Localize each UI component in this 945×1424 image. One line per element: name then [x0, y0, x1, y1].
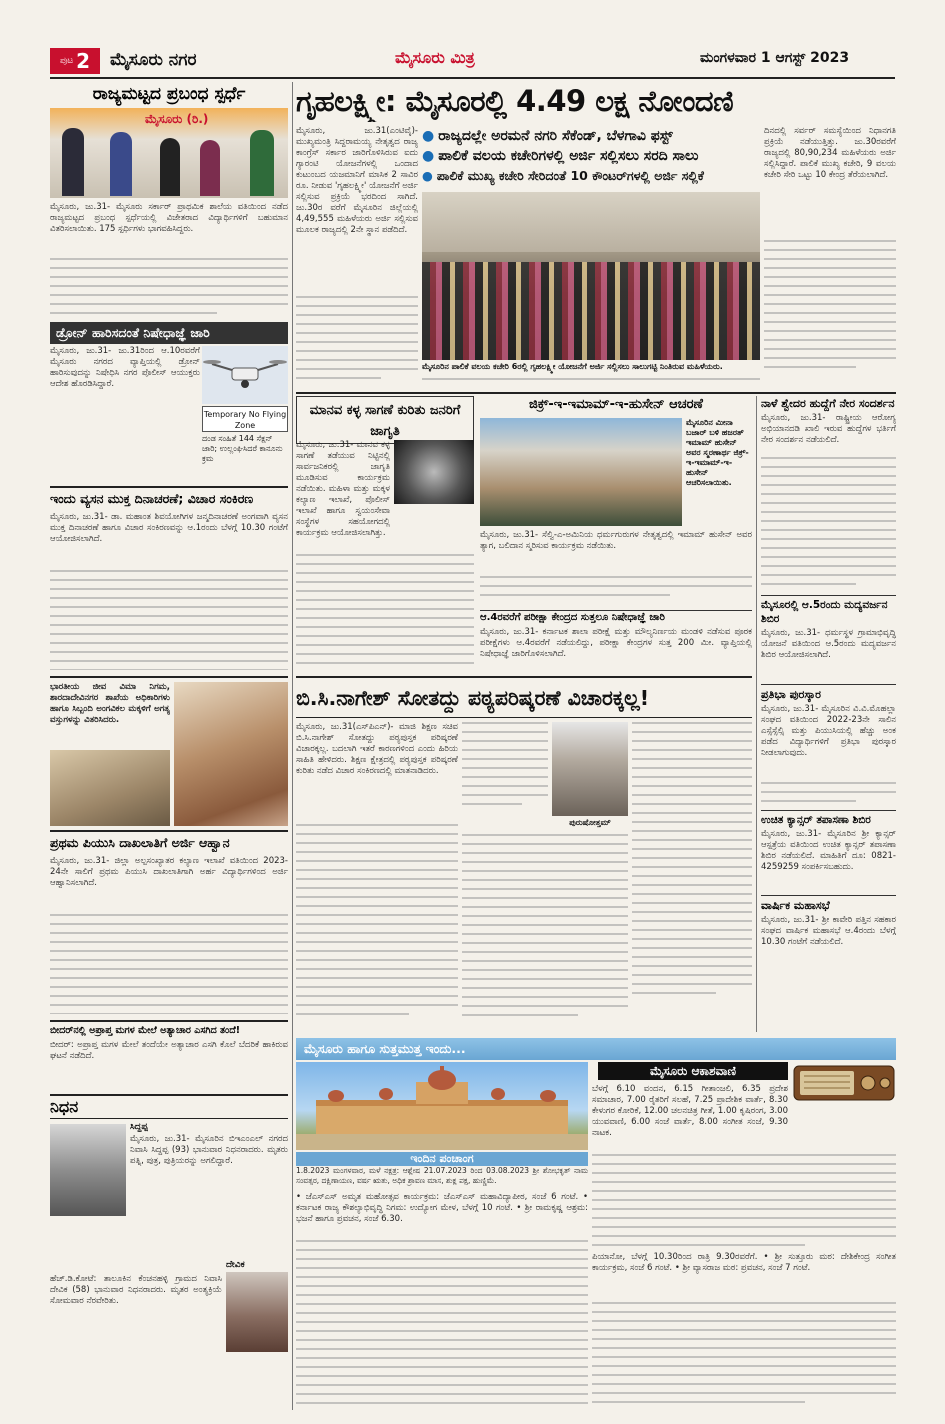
radio-title-bar [598, 1062, 788, 1080]
radio-section [592, 1062, 896, 1410]
essay-title: ರಾಜ್ಯಮಟ್ಟದ ಪ್ರಬಂಧ ಸ್ಪರ್ಧೆ [92, 84, 246, 104]
nagesh-body-col2 [462, 834, 628, 1032]
essay-story [50, 82, 288, 320]
essay-banner-text: ಮೈಸೂರು (ರಿ.) [145, 112, 209, 126]
donation-photo-1 [50, 750, 170, 826]
bullet-icon: ● [422, 148, 435, 164]
lead-body-continued [296, 296, 418, 388]
obituary-title: ನಿಧನ [50, 1094, 288, 1119]
right-column [756, 396, 896, 1032]
donation-story [50, 676, 288, 826]
today-band [296, 1038, 896, 1060]
events-list [296, 1240, 588, 1410]
panchanga-title-bar [296, 1152, 588, 1166]
trafficking-body-continued [296, 554, 474, 670]
palace-illustration [296, 1062, 588, 1150]
radio-body: ಬೆಳಗ್ಗೆ 6.10 ವಂದನ, 6.15 ಗೀತಾಂಜಲಿ, 6.35 ಪ್ರದೇಶ ಸಮಾಚಾರ, 7.00 ರೈತರಿಗೆ ಸಲಹೆ, 7.25 ಪ್ರಾದೇಶಿಕ ವಾರ್ತೆ, 8.30 ಕೇಳುಗರ ಕೋರಿಕೆ, 12.00 ಚಲನಚಿತ್ರ ಗೀತೆ, 1.00 ಕೃಷಿರಂಗ, 3.00 ಯುವವಾಣಿ, 6.00 ಸಂಜೆ ವಾರ್ತೆ, 8.00 ಸಂಗೀತ ಸಂಜೆ, 9.30 ನಾಟಕ. [592, 1084, 788, 1138]
addiction-body: ಮೈಸೂರು, ಜು.31- ಡಾ. ಮಹಾಂತ ಶಿವಯೋಗಿಗಳ ಜನ್ಮದಿನಾಚರಣೆ ಅಂಗವಾಗಿ ವ್ಯಸನ ಮುಕ್ತ ದಿನಾಚರಣೆ ಹಾಗೂ ವಿಚಾರ ಸಂಕಿರಣವನ್ನು ಆ.1ರಂದು ಬೆಳಗ್ಗೆ 10.30 ಗಂಟೆಗೆ ಆಯೋಜಿಸಲಾಗಿದೆ. [50, 512, 288, 544]
building-wall [422, 192, 760, 252]
trafficking-photo [394, 440, 474, 504]
exam-story [480, 610, 752, 672]
radio-set-icon [792, 1062, 896, 1102]
page-label: ಪುಟ [59, 56, 74, 66]
drone-title-bar [50, 322, 288, 344]
issue-date: ಮಂಗಳವಾರ 1 ಆಗಸ್ಟ್ 2023 [700, 50, 850, 66]
addiction-title: ಇಂದು ವ್ಯಸನ ಮುಕ್ತ ದಿನಾಚರಣೆ; ವಿಚಾರ ಸಂಕಿರಣ [50, 486, 288, 508]
nagesh-body-col3 [632, 722, 752, 1032]
radio-icon [792, 1062, 896, 1102]
lead-right-col: ದಿನದಲ್ಲಿ ಸರ್ವರ್ ಸಮಸ್ಯೆಯಿಂದ ನಿಧಾನಗತಿ ಪ್ರಕ್ರಿಯೆ ನಡೆಯುತ್ತಿತ್ತು. ಜು.30ರವರೆಗೆ ರಾಜ್ಯದಲ್ಲಿ 80,90,234 ಮಹಿಳೆಯರು ಅರ್ಜಿ ಸಲ್ಲಿಸಿದ್ದಾರೆ. ಪಾಲಿಕೆ ಮುಖ್ಯ ಕಚೇರಿ, 9 ವಲಯ ಕಚೇರಿ ಸೇರಿ ಒಟ್ಟು 10 ಕೇಂದ್ರ ತೆರೆಯಲಾಗಿದೆ. [764, 126, 896, 180]
lead-photo-under-text [422, 378, 760, 390]
visit-body-continued [761, 457, 896, 595]
exam-body: ಮೈಸೂರು, ಜು.31- ಕರ್ನಾಟಕ ಶಾಲಾ ಪರೀಕ್ಷೆ ಮತ್ತು ಮೌಲ್ಯನಿರ್ಣಯ ಮಂಡಳಿ ನಡೆಸುವ ಪೂರಕ ಪರೀಕ್ಷೆಗಳು ಆ.4ರವರೆಗೆ ನಡೆಯಲಿದ್ದು, ಪರೀಕ್ಷಾ ಕೇಂದ್ರಗಳ ಸುತ್ತ 200 ಮೀ. ವ್ಯಾಪ್ತಿಯಲ್ಲಿ ನಿಷೇಧಾಜ್ಞೆ ಜಾರಿಗೊಳಿಸಲಾಗಿದೆ. [480, 627, 752, 659]
visit-body: ಮೈಸೂರು, ಜು.31- ರಾಷ್ಟ್ರೀಯ ಆರೋಗ್ಯ ಅಭಿಯಾನದಡಿ ಖಾಲಿ ಇರುವ ಹುದ್ದೆಗಳ ಭರ್ತಿಗೆ ನೇರ ಸಂದರ್ಶನ ನಡೆಯಲಿದೆ. [761, 413, 896, 445]
lead-headline: ಗೃಹಲಕ್ಷ್ಮೀ: ಮೈಸೂರಲ್ಲಿ 4.49 ಲಕ್ಷ ನೋಂದಣಿ [296, 84, 734, 118]
award-body-continued [761, 782, 896, 810]
nagesh-body-col1 [296, 824, 458, 1032]
lead-body: ಮೈಸೂರು, ಜು.31(ಎಂಟಿವೈ)- ಮುಖ್ಯಮಂತ್ರಿ ಸಿದ್ದರಾಮಯ್ಯ ನೇತೃತ್ವದ ರಾಜ್ಯ ಕಾಂಗ್ರೆಸ್ ಸರ್ಕಾರ ಜಾರಿಗೊಳಿಸಿರುವ ಐದು ಗ್ಯಾರಂಟಿ ಯೋಜನೆಗಳಲ್ಲಿ ಒಂದಾದ ಕುಟುಂಬದ ಯಜಮಾನಿಗೆ ಮಾಸಿಕ 2 ಸಾವಿರ ರೂ. ನೀಡುವ 'ಗೃಹಲಕ್ಷ್ಮೀ' ಯೋಜನೆಗೆ ಅರ್ಜಿ ಸಲ್ಲಿಸುವ ಪ್ರಕ್ರಿಯೆ ಭರದಿಂದ ಸಾಗಿದೆ. ಜು.30ರ ವರೆಗೆ ಮೈಸೂರಿನ ಜಿಲ್ಲೆಯಲ್ಲಿ 4,49,555 ಮಹಿಳೆಯರು ಅರ್ಜಿ ಸಲ್ಲಿಸುವ ಮೂಲಕ ರಾಜ್ಯದಲ್ಲಿ 2ನೇ ಸ್ಥಾನ ಪಡೆದಿದೆ. [296, 126, 418, 235]
addiction-body-continued [50, 570, 288, 670]
drone-photo [202, 346, 288, 404]
person-figure [200, 140, 220, 196]
obituary-body-2: ಹೆಚ್.ಡಿ.ಕೋಟೆ: ತಾಲೂಕಿನ ಕೆಂಚನಹಳ್ಳಿ ಗ್ರಾಮದ ನಿವಾಸಿ ದೇವಿಕ (58) ಭಾನುವಾರ ನಿಧನರಾದರು. ಮೃತರ ಅಂತ್ಯಕ್ರಿಯೆ ಸೋಮವಾರ ನೆರವೇರಿತು. [50, 1274, 222, 1306]
puc-title: ಪ್ರಥಮ ಪಿಯುಸಿ ದಾಖಲಾತಿಗೆ ಅರ್ಜಿ ಆಹ್ವಾನ [50, 830, 288, 852]
trafficking-body: ಮೈಸೂರು, ಜು.31- ಮಾನವ ಕಳ್ಳ ಸಾಗಣೆ ತಡೆಯುವ ನಿಟ್ಟಿನಲ್ಲಿ ಸಾರ್ವಜನಿಕರಲ್ಲಿ ಜಾಗೃತಿ ಮೂಡಿಸುವ ಕಾರ್ಯಕ್ರಮ ನಡೆಯಿತು. ಮಹಿಳಾ ಮತ್ತು ಮಕ್ಕಳ ಕಲ್ಯಾಣ ಇಲಾಖೆ, ಪೊಲೀಸ್ ಇಲಾಖೆ ಹಾಗೂ ಸ್ವಯಂಸೇವಾ ಸಂಸ್ಥೆಗಳ ಸಹಯೋಗದಲ್ಲಿ ಕಾರ್ಯಕ್ರಮ ಆಯೋಜಿಸಲಾಗಿತ್ತು. [296, 440, 390, 538]
obituary-photo-1 [50, 1124, 126, 1216]
radio-body-2: ಪಿಯಾನೋ, ಬೆಳಗ್ಗೆ 10.30ರಿಂದ ರಾತ್ರಿ 9.30ರವರೆಗೆ. • ಶ್ರೀ ಸುತ್ತೂರು ಮಠ: ದೇಶಿಕೇಂದ್ರ ಸಂಗೀತ ಕಾರ್ಯಕ್ರಮ, ಸಂಜೆ 6 ಗಂಟೆ. • ಶ್ರೀ ವ್ಯಾಸರಾಜ ಮಠ: ಪ್ರವಚನ, ಸಂಜೆ 7 ಗಂಟೆ. [592, 1252, 896, 1273]
drone-caption: ದಂಡ ಸಂಹಿತೆ 144 ಸೆಕ್ಷನ್ ಜಾರಿ; ಉಲ್ಲಂಘಿಸಿದರೆ ಕಾನೂನು ಕ್ರಮ [202, 434, 283, 463]
assault-story [50, 1020, 288, 1090]
addiction-story [50, 486, 288, 672]
queue-crowd [422, 262, 760, 360]
drone-story [50, 322, 288, 482]
award-title: ಪ್ರತಿಭಾ ಪುರಸ್ಕಾರ [761, 684, 896, 702]
today-band-title: ಮೈಸೂರು ಹಾಗೂ ಸುತ್ತಮುತ್ತ ಇಂದು... [304, 1041, 466, 1056]
obituary-name-2: ದೇವಿಕ [226, 1260, 245, 1270]
paper-name: ಮೈಸೂರು ಮಿತ್ರ [395, 48, 475, 67]
lead-photo-caption: ಮೈಸೂರಿನ ಪಾಲಿಕೆ ವಲಯ ಕಚೇರಿ 6ರಲ್ಲಿ ಗೃಹಲಕ್ಷ್ಮೀ ಯೋಜನೆಗೆ ಅರ್ಜಿ ಸಲ್ಲಿಸಲು ಸಾಲುಗಟ್ಟಿ ನಿಂತಿರುವ ಮಹಿಳೆಯರು. [422, 362, 723, 371]
lead-bullets [422, 126, 760, 190]
no-fly-sign [202, 406, 288, 432]
panchanga-title: ಇಂದಿನ ಪಂಚಾಂಗ [410, 1152, 474, 1165]
essay-body: ಮೈಸೂರು, ಜು.31- ಮೈಸೂರು ಸರ್ಕಾರ್ ಪ್ರಾಥಮಿಕ ಶಾಲೆಯ ವತಿಯಿಂದ ನಡೆದ ರಾಜ್ಯಮಟ್ಟದ ಪ್ರಬಂಧ ಸ್ಪರ್ಧೆಯಲ್ಲಿ ವಿಜೇತರಾದ ವಿದ್ಯಾರ್ಥಿಗಳಿಗೆ ಬಹುಮಾನ ವಿತರಿಸಲಾಯಿತು. 175 ಸ್ಪರ್ಧಿಗಳು ಭಾಗವಹಿಸಿದ್ದರು. [50, 202, 288, 234]
nagesh-body-col2-top [462, 722, 548, 814]
assault-body: ಬೀದರ್: ಅಪ್ರಾಪ್ತ ಮಗಳ ಮೇಲೆ ತಂದೆಯೇ ಅತ್ಯಾಚಾರ ಎಸಗಿ ಕೊಲೆ ಬೆದರಿಕೆ ಹಾಕಿರುವ ಘಟನೆ ನಡೆದಿದೆ. [50, 1040, 288, 1061]
drone-icon [202, 346, 288, 404]
award-body: ಮೈಸೂರು, ಜು.31- ಮೈಸೂರಿನ ವಿ.ವಿ.ಮೊಹಲ್ಲಾ ಸಂಘದ ವತಿಯಿಂದ 2022-23ನೇ ಸಾಲಿನ ಎಸ್ಸೆಸ್ಸೆಲ್ಸಿ ಮತ್ತು ಪಿಯುಸಿಯಲ್ಲಿ ಹೆಚ್ಚು ಅಂಕ ಪಡೆದ ವಿದ್ಯಾರ್ಥಿಗಳಿಗೆ ಪ್ರತಿಭಾ ಪುರಸ್ಕಾರ ನೀಡಲಾಗುವುದು. [761, 704, 896, 758]
masthead [0, 0, 945, 80]
bullet-icon: ● [422, 168, 433, 183]
radio-title: ಮೈಸೂರು ಆಕಾಶವಾಣಿ [649, 1064, 737, 1078]
visit-title: ನಾಳೆ ಶ್ವೇದರ ಹುದ್ದೆಗೆ ನೇರ ಸಂದರ್ಶನ [761, 397, 895, 410]
person-figure [160, 138, 180, 196]
puc-story [50, 830, 288, 1016]
deaddiction-title: ಮೈಸೂರಲ್ಲಿ ಆ.5ರಂದು ಮದ್ಯವರ್ಜನ ಶಿಬಿರ [761, 595, 896, 626]
cancer-body: ಮೈಸೂರು, ಜು.31- ಮೈಸೂರಿನ ಶ್ರೀ ಕ್ಯಾನ್ಸರ್ ಆಸ್ಪತ್ರೆಯ ವತಿಯಿಂದ ಉಚಿತ ಕ್ಯಾನ್ಸರ್ ತಪಾಸಣಾ ಶಿಬಿರ ನಡೆಯಲಿದೆ. ಮಾಹಿತಿಗೆ ದೂ: 0821-4259259 ಸಂಪರ್ಕಿಸಬಹುದು. [761, 829, 896, 872]
panchanga-body: 1.8.2023 ಮಂಗಳವಾರ, ಮಳೆ ನಕ್ಷತ್ರ: ಆಶ್ಲೇಷ 21.07.2023 ರಿಂದ 03.08.2023 ಶ್ರೀ ಶೋಭಕೃತ್ ನಾಮ ಸಂವತ್ಸರ, ದಕ್ಷಿಣಾಯಣ, ವರ್ಷ ಋತು, ಅಧಿಕ ಶ್ರಾವಣ ಮಾಸ, ಶುಕ್ಲ ಪಕ್ಷ, ಹುಣ್ಣಿಮೆ. [296, 1166, 588, 1185]
masthead-rule [50, 77, 895, 79]
radio-schedule [592, 1154, 896, 1250]
bullet-icon: ● [422, 128, 435, 144]
annual-meeting-body: ಮೈಸೂರು, ಜು.31- ಶ್ರೀ ಕಾವೇರಿ ಪತ್ತಿನ ಸಹಕಾರ ಸಂಘದ ವಾರ್ಷಿಕ ಮಹಾಸಭೆ ಆ.4ರಂದು ಬೆಳಗ್ಗೆ 10.30 ಗಂಟೆಗೆ ನಡೆಯಲಿದೆ. [761, 915, 896, 947]
radio-schedule-continued [592, 1302, 896, 1408]
person-figure [62, 128, 84, 196]
section-title: ಮೈಸೂರು ನಗರ [110, 50, 197, 70]
page-label-box [50, 48, 100, 74]
jikr-body: ಮೈಸೂರು, ಜು.31- ಸೆಲ್ವಿ-ಎ-ಅಮಿನಿಯ ಧರ್ಮಗುರುಗಳ ನೇತೃತ್ವದಲ್ಲಿ ಇಮಾಮ್ ಹುಸೇನ್ ಅವರ ತ್ಯಾಗ, ಬಲಿದಾನ ಸ್ಮರಿಸುವ ಕಾರ್ಯಕ್ರಮ ನಡೆಯಿತು. [480, 530, 752, 551]
lead-bottom-rule [296, 392, 896, 394]
no-fly-sign-text: Temporary No Flying Zone [203, 410, 287, 430]
column-rule [292, 82, 293, 1410]
person-figure [110, 132, 132, 196]
palace-image [296, 1062, 588, 1150]
lead-bullet: ● ಪಾಲಿಕೆ ಮುಖ್ಯ ಕಚೇರಿ ಸೇರಿದಂತೆ 10 ಕೌಂಟರ್‌ಗಳಲ್ಲಿ ಅರ್ಜಿ ಸಲ್ಲಿಕೆ [422, 168, 704, 183]
essay-photo [50, 108, 288, 198]
exam-title: ಆ.4ರವರೆಗೆ ಪರೀಕ್ಷಾ ಕೇಂದ್ರದ ಸುತ್ತಲೂ ನಿಷೇಧಾಜ್ಞೆ ಜಾರಿ [480, 610, 752, 625]
annual-meeting-title: ವಾರ್ಷಿಕ ಮಹಾಸಭೆ [761, 895, 896, 913]
obituary-body-1: ಮೈಸೂರು, ಜು.31- ಮೈಸೂರಿನ ಬಿಇಎಂಎಲ್ ನಗರದ ನಿವಾಸಿ ಸಿದ್ದಪ್ಪ (93) ಭಾನುವಾರ ನಿಧನರಾದರು. ಮೃತರು ಪತ್ನಿ, ಪುತ್ರ, ಪುತ್ರಿಯರನ್ನು ಅಗಲಿದ್ದಾರೆ. [130, 1134, 288, 1166]
jikr-title: ಜಿಕ್ರ್-ಇ-ಇಮಾಮ್-ಇ-ಹುಸೇನ್ ಆಚರಣೆ [529, 397, 703, 412]
trafficking-story [296, 396, 474, 672]
donation-photo-2 [174, 682, 288, 826]
jikr-story [480, 396, 752, 608]
page-number: 2 [76, 49, 91, 73]
nagesh-story [296, 722, 752, 1034]
jikr-photo [480, 418, 682, 526]
events-body: • ಜೆಎಸ್ಎಸ್ ಅಮೃತ ಮಹೋತ್ಸವ ಕಾರ್ಯಕ್ರಮ: ಜೆಎಸ್ಎಸ್ ಮಹಾವಿದ್ಯಾಪೀಠ, ಸಂಜೆ 6 ಗಂಟೆ. • ಕರ್ನಾಟಕ ರಾಜ್ಯ ಕೌಶಲ್ಯಾಭಿವೃದ್ಧಿ ನಿಗಮ: ಉದ್ಯೋಗ ಮೇಳ, ಬೆಳಗ್ಗೆ 10 ಗಂಟೆ. • ಶ್ರೀ ರಾಮಕೃಷ್ಣ ಆಶ್ರಮ: ಭಜನೆ ಹಾಗೂ ಪ್ರವಚನ, ಸಂಜೆ 6.30. [296, 1192, 588, 1224]
obituary-name-1: ಸಿದ್ದಪ್ಪ [130, 1122, 148, 1132]
trafficking-title-box [296, 396, 474, 444]
puc-body: ಮೈಸೂರು, ಜು.31- ಜಿಲ್ಲಾ ಅಲ್ಪಸಂಖ್ಯಾತರ ಕಲ್ಯಾಣ ಇಲಾಖೆ ವತಿಯಿಂದ 2023-24ನೇ ಸಾಲಿಗೆ ಪ್ರಥಮ ಪಿಯುಸಿ ದಾಖಲಾತಿಗಾಗಿ ಅರ್ಹ ವಿದ್ಯಾರ್ಥಿಗಳಿಂದ ಅರ್ಜಿ ಆಹ್ವಾನಿಸಲಾಗಿದೆ. [50, 856, 288, 888]
trafficking-title: ಮಾನವ ಕಳ್ಳ ಸಾಗಣೆ ಕುರಿತು ಜನರಿಗೆ ಜಾಗೃತಿ [309, 403, 461, 439]
jikr-caption: ಮೈಸೂರಿನ ಮೀನಾ ಬಜಾರ್ ಬಳಿ ಹಜರತ್ ಇಮಾಮ್ ಹುಸೇನ್ ಅವರ ಸ್ಮರಣಾರ್ಥ ಜಿಕ್ರ್-ಇ-ಇಮಾಮ್-ಇ-ಹುಸೇನ್ ಆಚರಿಸಲಾಯಿತು. [686, 418, 749, 487]
nagesh-headline: ಬಿ.ಸಿ.ನಾಗೇಶ್ ಸೋತದ್ದು ಪಠ್ಯಪರಿಷ್ಕರಣೆ ವಿಚಾರಕ್ಕಲ್ಲ! [296, 676, 752, 718]
nagesh-author-photo [552, 722, 628, 816]
cancer-title: ಉಚಿತ ಕ್ಯಾನ್ಸರ್ ತಪಾಸಣಾ ಶಿಬಿರ [761, 810, 896, 827]
deaddiction-body: ಮೈಸೂರು, ಜು.31- ಧರ್ಮಸ್ಥಳ ಗ್ರಾಮಾಭಿವೃದ್ಧಿ ಯೋಜನೆ ವತಿಯಿಂದ ಆ.5ರಂದು ಮದ್ಯವರ್ಜನ ಶಿಬಿರ ಆಯೋಜಿಸಲಾಗಿದೆ. [761, 628, 896, 660]
donation-intro: ಭಾರತೀಯ ಜೀವ ವಿಮಾ ನಿಗಮ, ಶಾರದಾದೇವಿನಗರ ಶಾಖೆಯ ಅಧಿಕಾರಿಗಳು ಹಾಗೂ ಸಿಬ್ಬಂದಿ ಅಂಗವಿಕಲ ಮಕ್ಕಳಿಗೆ ಅಗತ್ಯ ವಸ್ತುಗಳನ್ನು ವಿತರಿಸಿದರು. [50, 682, 170, 725]
drone-title: ಡ್ರೋನ್ ಹಾರಿಸದಂತೆ ನಿಷೇಧಾಜ್ಞೆ ಜಾರಿ [56, 325, 210, 340]
panchanga-box [296, 1152, 588, 1188]
nagesh-byline: ಪುರುಷೋತ್ತಮ್ [569, 818, 611, 827]
lead-bullet: ● ರಾಜ್ಯದಲ್ಲೇ ಅರಮನೆ ನಗರಿ ಸೆಕೆಂಡ್, ಬೆಳಗಾವಿ ಫಸ್ಟ್ [422, 128, 673, 144]
person-figure [250, 130, 274, 196]
jikr-body-continued [480, 576, 752, 606]
lead-right-col-continued [764, 240, 896, 390]
essay-body-continued [50, 258, 288, 318]
assault-title: ಬೀದರ್‌ನಲ್ಲಿ ಅಪ್ರಾಪ್ತ ಮಗಳ ಮೇಲೆ ಅತ್ಯಾಚಾರ ಎಸಗಿದ ತಂದೆ! [50, 1020, 288, 1038]
lead-photo [422, 192, 760, 360]
nagesh-body: ಮೈಸೂರು, ಜು.31(ಎಸ್‌ಪಿಎನ್)- ಮಾಜಿ ಶಿಕ್ಷಣ ಸಚಿವ ಬಿ.ಸಿ.ನಾಗೇಶ್ ಸೋತದ್ದು ಪಠ್ಯಪುಸ್ತಕ ಪರಿಷ್ಕರಣೆ ವಿಚಾರಕ್ಕಲ್ಲ. ಬದಲಾಗಿ ಇತರೆ ಕಾರಣಗಳಿಂದ ಎಂದು ಹಿರಿಯ ಸಾಹಿತಿ ಹೇಳಿದರು. ಶಿಕ್ಷಣ ಕ್ಷೇತ್ರದಲ್ಲಿ ಪಠ್ಯಪುಸ್ತಕ ಪರಿಷ್ಕರಣೆ ಕುರಿತು ನಡೆದ ವಿಚಾರ ಸಂಕಿರಣದಲ್ಲಿ ಮಾತನಾಡಿದರು. [296, 722, 458, 776]
drone-body: ಮೈಸೂರು, ಜು.31- ಜು.31ರಿಂದ ಆ.10ರವರೆಗೆ ಮೈಸೂರು ನಗರದ ವ್ಯಾಪ್ತಿಯಲ್ಲಿ ಡ್ರೋನ್ ಹಾರಿಸುವುದನ್ನು ನಿಷೇಧಿಸಿ ನಗರ ಪೊಲೀಸ್ ಆಯುಕ್ತರು ಆದೇಶ ಹೊರಡಿಸಿದ್ದಾರೆ. [50, 346, 200, 389]
lead-bullet: ● ಪಾಲಿಕೆ ವಲಯ ಕಚೇರಿಗಳಲ್ಲಿ ಅರ್ಜಿ ಸಲ್ಲಿಸಲು ಸರದಿ ಸಾಲು [422, 148, 699, 164]
puc-body-continued [50, 914, 288, 1014]
obituary-photo-2 [226, 1272, 288, 1352]
obituary-section [50, 1094, 288, 1410]
